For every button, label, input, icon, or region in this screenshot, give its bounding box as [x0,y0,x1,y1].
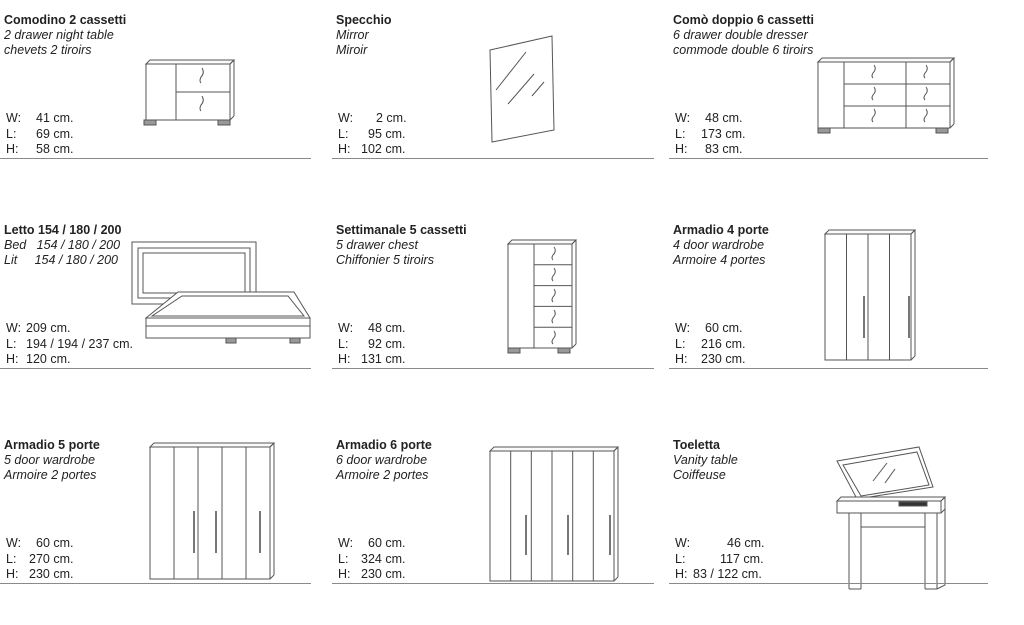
width-value: 60 cm. [368,536,406,550]
product-card-nightstand [0,0,318,200]
divider [332,368,654,369]
height-value: 83 / 122 cm. [693,567,762,581]
product-card-wardrobe-4 [669,210,987,410]
length-value: 69 cm. [36,126,74,141]
length-value: 324 cm. [361,551,406,566]
width-label: W: [6,536,22,550]
divider [0,158,311,159]
height-label: H: [675,142,688,156]
height-label: H: [338,142,351,156]
height-value: 120 cm. [26,352,71,366]
divider [0,583,311,584]
product-name: Armadio 5 porte [4,438,100,452]
product-name-french: Armoire 4 portes [673,253,766,267]
height-value: 58 cm. [36,142,74,156]
height-value: 230 cm. [701,352,746,366]
length-value: 194 / 194 / 237 cm. [26,336,134,351]
product-card-wardrobe-6 [332,425,650,625]
product-name: Armadio 6 porte [336,438,432,452]
divider [0,368,311,369]
width-value: 46 cm. [727,536,765,550]
vanity-drawing [829,439,959,591]
length-value: 270 cm. [29,551,74,566]
height-value: 83 cm. [705,142,743,156]
nightstand-drawing [140,50,240,130]
bed-drawing [128,238,318,348]
divider [332,583,654,584]
height-label: H: [338,567,351,581]
width-label: W: [675,536,691,550]
width-value: 48 cm. [705,111,743,125]
product-name-french: chevets 2 tiroirs [4,43,92,57]
product-card-chest [332,210,650,410]
dresser-drawing [814,48,959,138]
product-name-french: Lit 154 / 180 / 200 [4,253,118,267]
product-name-english: 5 door wardrobe [4,453,96,467]
height-value: 131 cm. [361,352,406,366]
product-name: Armadio 4 porte [673,223,769,237]
divider [669,583,988,584]
product-card-bed [0,210,318,410]
height-value: 230 cm. [29,567,74,581]
product-name-english: Bed 154 / 180 / 200 [4,238,121,252]
product-name-french: Miroir [336,43,368,57]
width-label: W: [675,321,691,335]
height-label: H: [675,352,688,366]
length-label: L: [675,126,686,141]
length-label: L: [6,126,17,141]
product-name: Toeletta [673,438,720,452]
height-value: 230 cm. [361,567,406,581]
product-name-english: 5 drawer chest [336,238,418,252]
product-name-english: 4 door wardrobe [673,238,765,252]
wardrobe-6-drawing [486,441,626,591]
product-name-english: 6 door wardrobe [336,453,428,467]
width-label: W: [675,111,691,125]
height-label: H: [338,352,351,366]
width-label: W: [6,111,22,125]
product-card-vanity [669,425,987,625]
length-label: L: [675,336,686,351]
product-name-french: commode double 6 tiroirs [673,43,814,57]
length-label: L: [6,336,17,351]
divider [669,368,988,369]
width-value: 60 cm. [36,536,74,550]
width-label: W: [338,111,354,125]
length-value: 117 cm. [720,551,764,566]
wardrobe-4-drawing [821,226,921,366]
product-name: Settimanale 5 cassetti [336,223,467,237]
product-name-english: Vanity table [673,453,738,467]
chest-drawing [504,236,584,358]
divider [332,158,654,159]
divider [669,158,988,159]
height-label: H: [6,142,19,156]
length-value: 173 cm. [701,126,746,141]
product-name-french: Armoire 2 portes [4,468,97,482]
width-value: 60 cm. [705,321,743,335]
length-value: 216 cm. [701,336,746,351]
length-label: L: [6,551,17,566]
product-name-french: Chiffonier 5 tiroirs [336,253,434,267]
width-value: 209 cm. [26,321,71,335]
width-value: 2 cm. [376,111,407,125]
length-label: L: [338,336,349,351]
product-name: Letto 154 / 180 / 200 [4,223,122,237]
length-label: L: [338,126,349,141]
length-value: 92 cm. [368,336,406,351]
product-name: Specchio [336,13,392,27]
product-name-english: 2 drawer night table [4,28,114,42]
length-value: 95 cm. [368,126,406,141]
width-value: 41 cm. [36,111,74,125]
product-name-french: Armoire 2 portes [336,468,429,482]
height-label: H: [6,352,19,366]
width-label: W: [6,321,22,335]
product-card-dresser [669,0,987,200]
width-value: 48 cm. [368,321,406,335]
product-name: Comò doppio 6 cassetti [673,13,814,27]
product-card-mirror [332,0,650,200]
wardrobe-5-drawing [146,437,281,587]
product-name-english: Mirror [336,28,369,42]
width-label: W: [338,321,354,335]
length-label: L: [338,551,349,566]
product-name: Comodino 2 cassetti [4,13,127,27]
mirror-drawing [482,30,572,150]
height-label: H: [675,567,688,581]
height-label: H: [6,567,19,581]
length-label: L: [675,551,686,566]
product-name-english: 6 drawer double dresser [673,28,808,42]
width-label: W: [338,536,354,550]
product-card-wardrobe-5 [0,425,318,625]
height-value: 102 cm. [361,142,406,156]
product-name-french: Coiffeuse [673,468,726,482]
